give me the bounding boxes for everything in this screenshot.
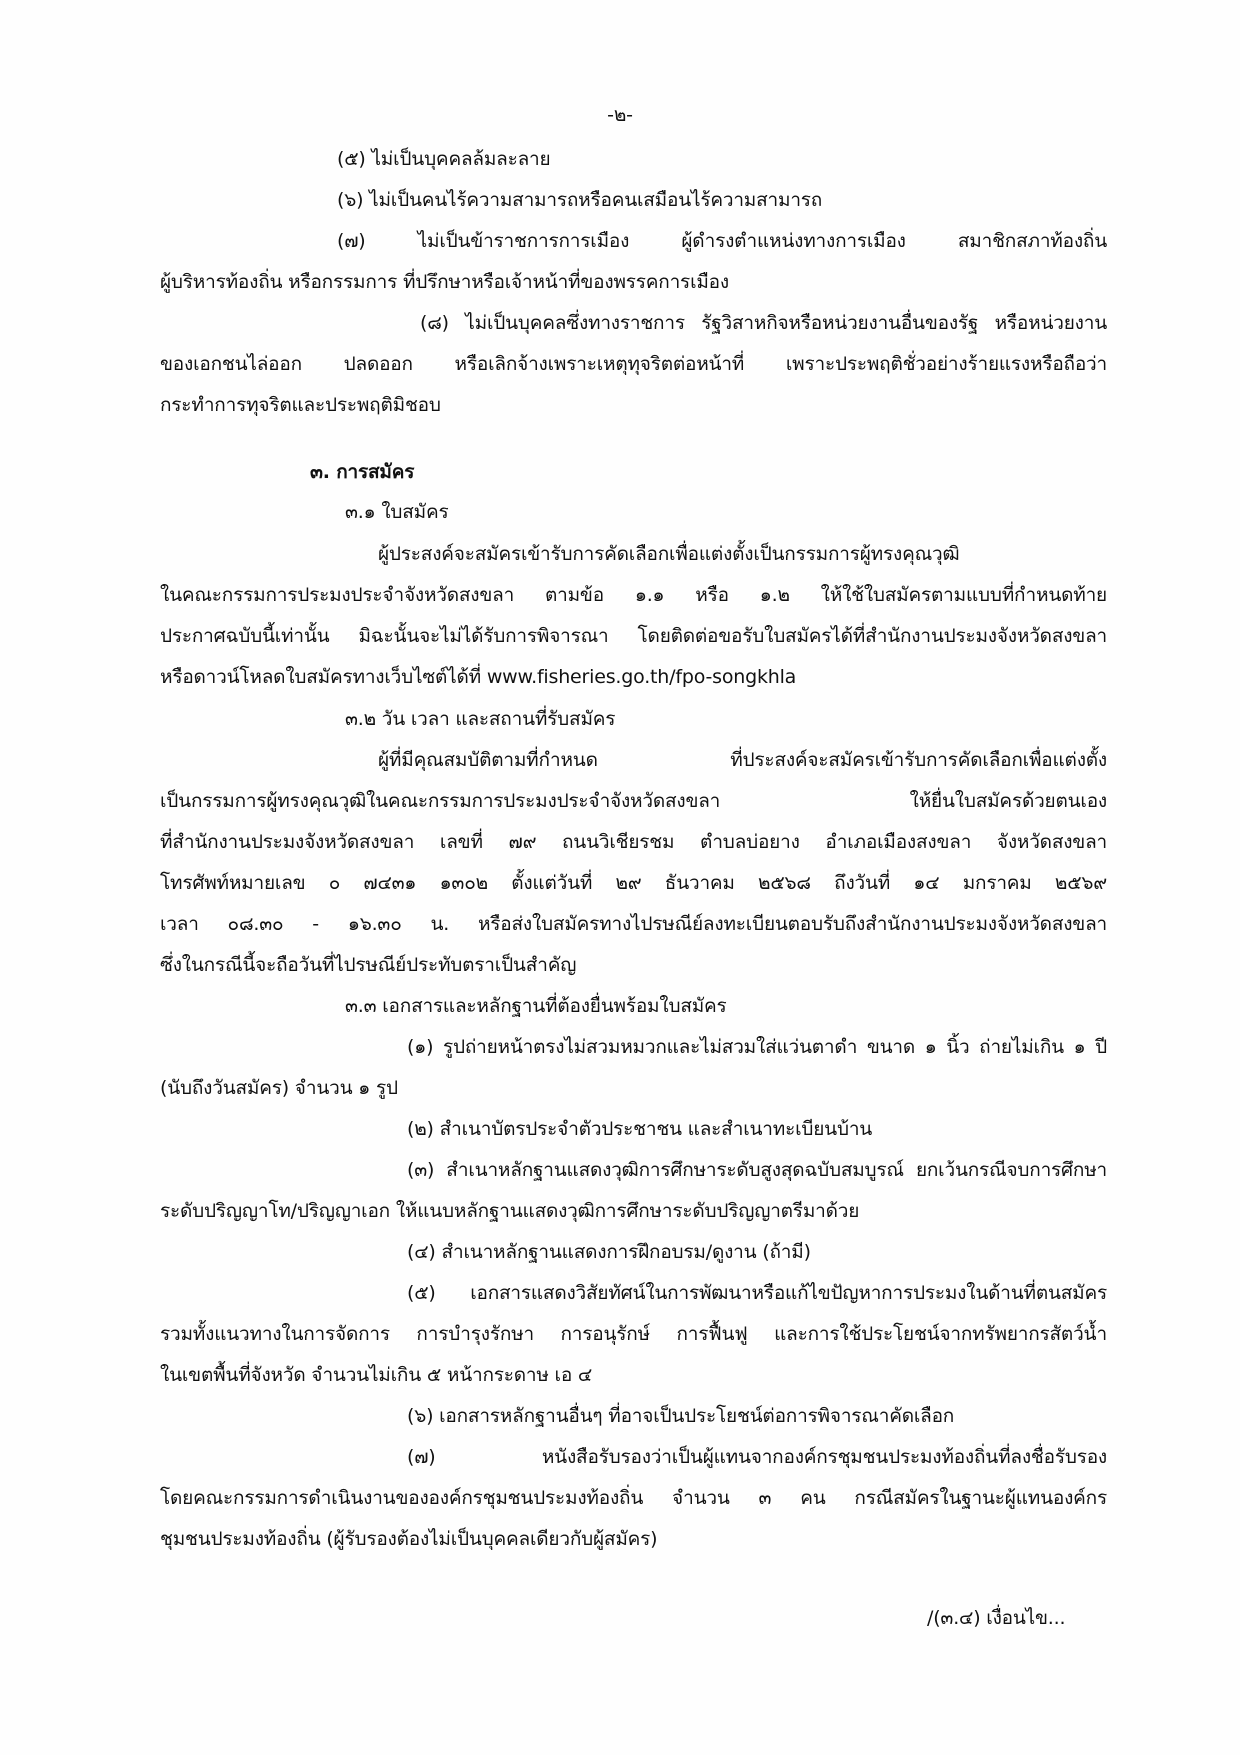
- document-item-7-cont: โดยคณะกรรมการดำเนินงานขององค์กรชุมชนประมงท้องถิ่น จำนวน ๓ คน กรณีสมัครในฐานะผู้แทนองค์กร: [160, 1487, 1107, 1509]
- document-item-3: (๓) สำเนาหลักฐานแสดงวุฒิการศึกษาระดับสูงสุดฉบับสมบูรณ์ ยกเว้นกรณีจบการศึกษา: [407, 1159, 1107, 1181]
- qualification-item-5: (๕) ไม่เป็นบุคคลล้มละลาย: [337, 148, 551, 170]
- document-item-5-cont2: ในเขตพื้นที่จังหวัด จำนวนไม่เกิน ๕ หน้ากระดาษ เอ ๔: [160, 1364, 593, 1386]
- section-3-heading: ๓. การสมัคร: [310, 461, 415, 483]
- section-3-1-para-line: ผู้ประสงค์จะสมัครเข้ารับการคัดเลือกเพื่อแต่งตั้งเป็นกรรมการผู้ทรงคุณวุฒิ: [378, 543, 960, 565]
- continuation-note: /(๓.๔) เงื่อนไข...: [927, 1607, 1066, 1629]
- document-item-5-cont: รวมทั้งแนวทางในการจัดการ การบำรุงรักษา การอนุรักษ์ การฟื้นฟู และการใช้ประโยชน์จากทรัพยากรสัตว์น้ำ: [160, 1323, 1107, 1345]
- qualification-item-7: (๗) ไม่เป็นข้าราชการการเมือง ผู้ดำรงตำแหน่งทางการเมือง สมาชิกสภาท้องถิ่น: [337, 230, 1107, 252]
- document-item-7-cont2: ชุมชนประมงท้องถิ่น (ผู้รับรองต้องไม่เป็นบุคคลเดียวกับผู้สมัคร): [160, 1528, 658, 1550]
- section-3-2-para-line: เวลา ๐๘.๓๐ - ๑๖.๓๐ น. หรือส่งใบสมัครทางไปรษณีย์ลงทะเบียนตอบรับถึงสำนักงานประมงจังหวัดสงขลา: [160, 913, 1107, 935]
- document-item-3-cont: ระดับปริญญาโท/ปริญญาเอก ให้แนบหลักฐานแสดงวุฒิการศึกษาระดับปริญญาตรีมาด้วย: [160, 1200, 860, 1222]
- document-item-2: (๒) สำเนาบัตรประจำตัวประชาชน และสำเนาทะเบียนบ้าน: [407, 1118, 873, 1140]
- qualification-item-6: (๖) ไม่เป็นคนไร้ความสามารถหรือคนเสมือนไร้ความสามารถ: [337, 189, 823, 211]
- document-item-6: (๖) เอกสารหลักฐานอื่นๆ ที่อาจเป็นประโยชน์ต่อการพิจารณาคัดเลือก: [407, 1405, 955, 1427]
- page-number: -๒-: [607, 104, 633, 126]
- qualification-item-8: (๘) ไม่เป็นบุคคลซึ่งทางราชการ รัฐวิสาหกิจหรือหน่วยงานอื่นของรัฐ หรือหน่วยงาน: [420, 312, 1107, 334]
- document-item-7: (๗) หนังสือรับรองว่าเป็นผู้แทนจากองค์กรชุมชนประมงท้องถิ่นที่ลงชื่อรับรอง: [407, 1446, 1107, 1468]
- document-item-4: (๔) สำเนาหลักฐานแสดงการฝึกอบรม/ดูงาน (ถ้ามี): [407, 1241, 811, 1263]
- section-3-1-para-line: ในคณะกรรมการประมงประจำจังหวัดสงขลา ตามข้อ ๑.๑ หรือ ๑.๒ ให้ใช้ใบสมัครตามแบบที่กำหนดท้าย: [160, 584, 1107, 606]
- section-3-2-heading: ๓.๒ วัน เวลา และสถานที่รับสมัคร: [345, 708, 616, 730]
- section-3-2-para-line: ผู้ที่มีคุณสมบัติตามที่กำหนด ที่ประสงค์จะสมัครเข้ารับการคัดเลือกเพื่อแต่งตั้ง: [378, 749, 1107, 771]
- section-3-1-para-line: หรือดาวน์โหลดใบสมัครทางเว็บไซต์ได้ที่ www.fisheries.go.th/fpo-songkhla: [160, 666, 797, 688]
- qualification-item-7-cont: ผู้บริหารท้องถิ่น หรือกรรมการ ที่ปรึกษาหรือเจ้าหน้าที่ของพรรคการเมือง: [160, 271, 729, 293]
- section-3-2-para-line: ซึ่งในกรณีนี้จะถือวันที่ไปรษณีย์ประทับตราเป็นสำคัญ: [160, 954, 577, 976]
- section-3-3-heading: ๓.๓ เอกสารและหลักฐานที่ต้องยื่นพร้อมใบสมัคร: [345, 995, 727, 1017]
- section-3-2-para-line: เป็นกรรมการผู้ทรงคุณวุฒิในคณะกรรมการประมงประจำจังหวัดสงขลา ให้ยื่นใบสมัครด้วยตนเอง: [160, 790, 1107, 812]
- qualification-item-8-cont2: กระทำการทุจริตและประพฤติมิชอบ: [160, 394, 441, 416]
- document-item-5: (๕) เอกสารแสดงวิสัยทัศน์ในการพัฒนาหรือแก้ไขปัญหาการประมงในด้านที่ตนสมัคร: [407, 1282, 1107, 1304]
- section-3-2-para-line: โทรศัพท์หมายเลข ๐ ๗๔๓๑ ๑๓๐๒ ตั้งแต่วันที่ ๒๙ ธันวาคม ๒๕๖๘ ถึงวันที่ ๑๔ มกราคม ๒๕๖๙: [160, 872, 1107, 894]
- document-item-1: (๑) รูปถ่ายหน้าตรงไม่สวมหมวกและไม่สวมใส่แว่นตาดำ ขนาด ๑ นิ้ว ถ่ายไม่เกิน ๑ ปี: [407, 1036, 1107, 1058]
- qualification-item-8-cont: ของเอกชนไล่ออก ปลดออก หรือเลิกจ้างเพราะเหตุทุจริตต่อหน้าที่ เพราะประพฤติชั่วอย่างร้ายแรงหรือถือว่า: [160, 353, 1107, 375]
- section-3-1-para-line: ประกาศฉบับนี้เท่านั้น มิฉะนั้นจะไม่ได้รับการพิจารณา โดยติดต่อขอรับใบสมัครได้ที่สำนักงานประมงจังหวัดสงขลา: [160, 625, 1107, 647]
- section-3-2-para-line: ที่สำนักงานประมงจังหวัดสงขลา เลขที่ ๗๙ ถนนวิเชียรชม ตำบลบ่อยาง อำเภอเมืองสงขลา จังหวัดสงขลา: [160, 831, 1107, 853]
- section-3-1-heading: ๓.๑ ใบสมัคร: [345, 501, 449, 523]
- document-item-1-cont: (นับถึงวันสมัคร) จำนวน ๑ รูป: [160, 1077, 398, 1099]
